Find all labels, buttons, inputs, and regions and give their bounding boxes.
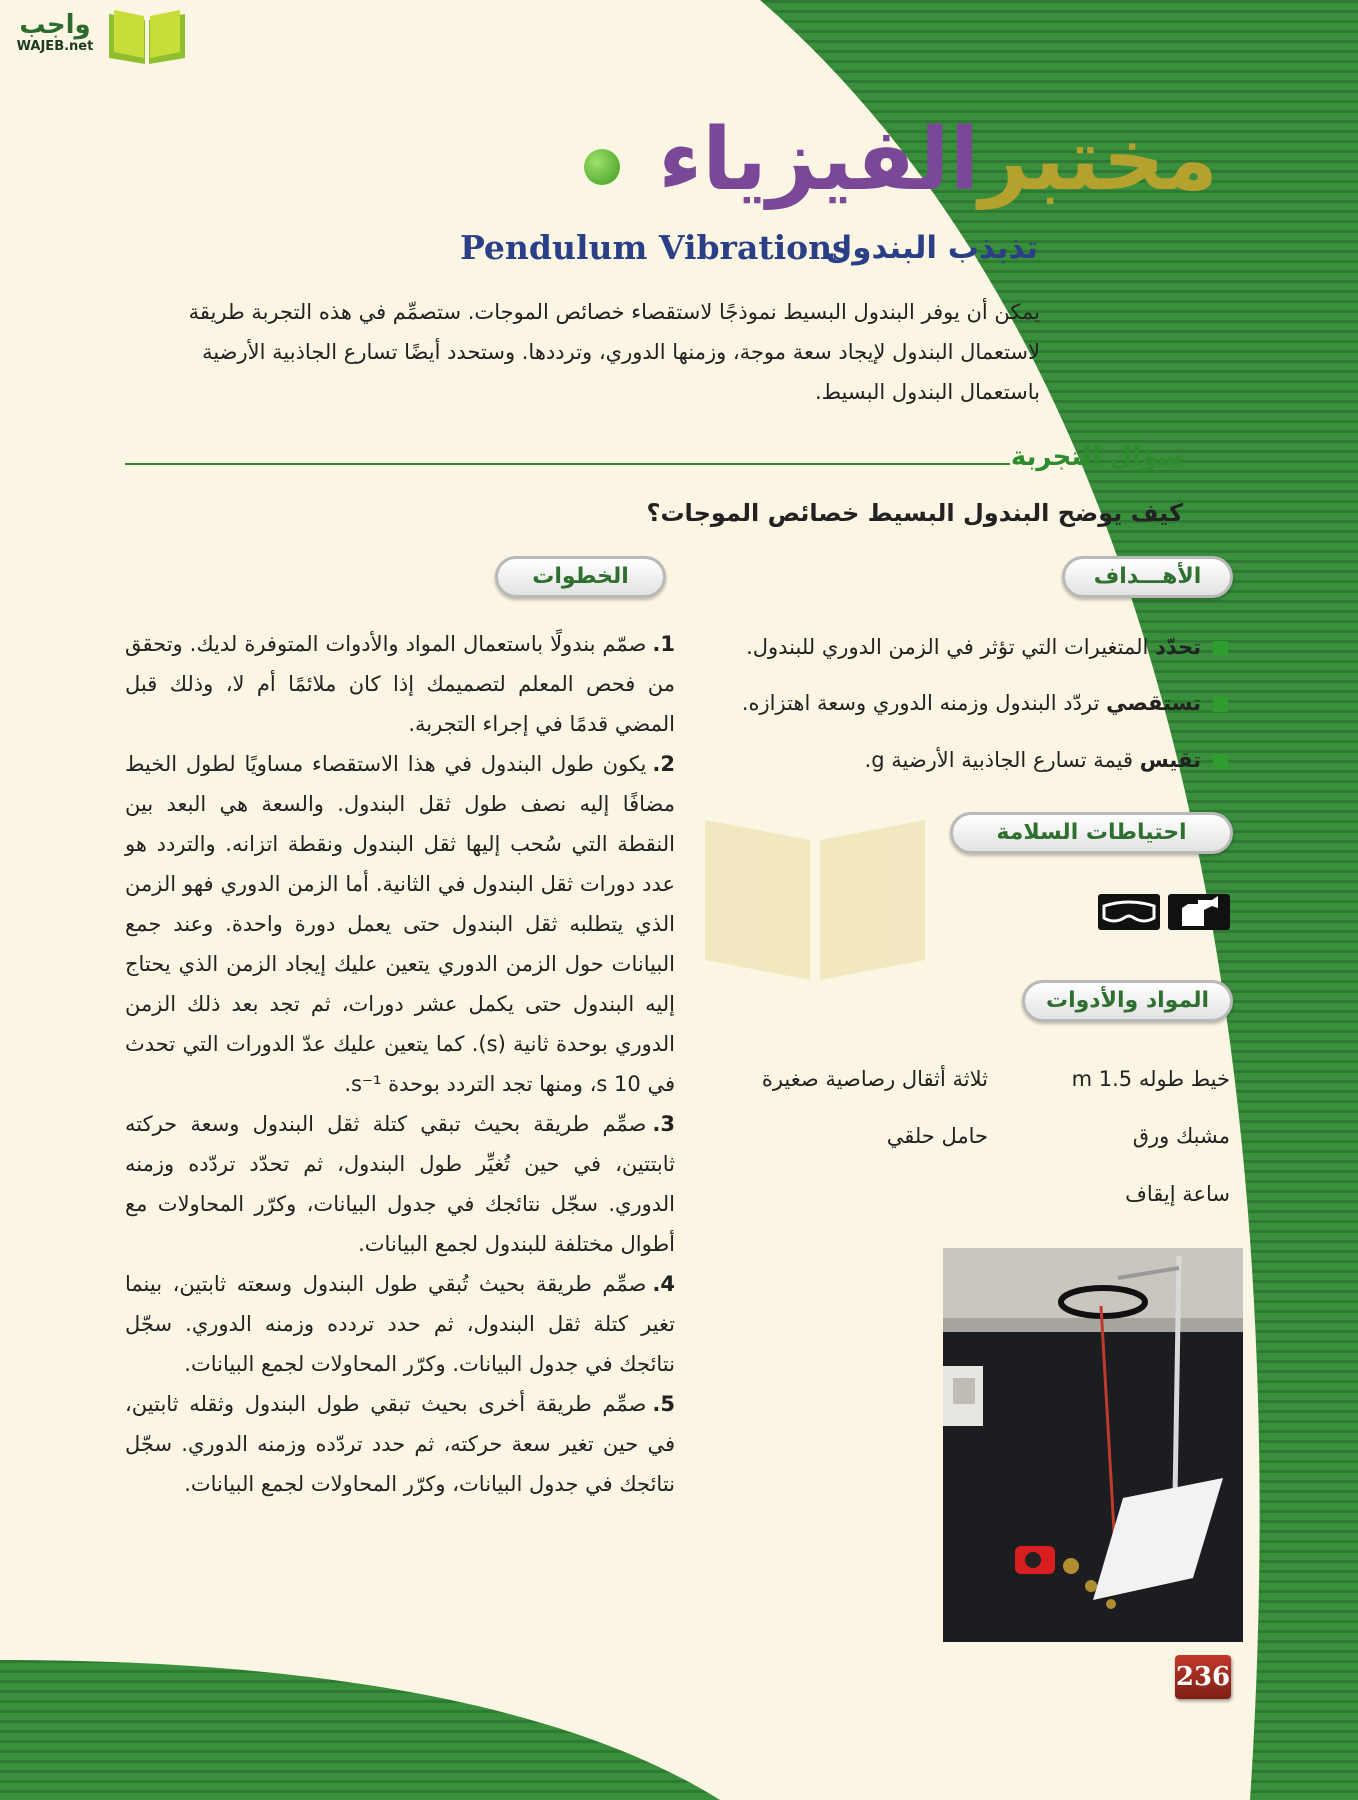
material-item: ساعة إيقاف xyxy=(1125,1182,1230,1206)
hand-safety-icon xyxy=(1168,894,1230,930)
material-item: مشبك ورق xyxy=(1132,1124,1230,1148)
materials-label: المواد والأدوات xyxy=(1022,980,1233,1022)
intro-paragraph: يمكن أن يوفر البندول البسيط نموذجًا لاستقصاء خصائص الموجات. ستصمِّم في هذه التجربة طريقة لاستعمال البندول لإيجاد سعة موجة، وزمنها الدوري، وترددها. وستحدد أيضًا تسارع الجاذبية الأرضية باستعمال البندول البسيط. xyxy=(188,300,1040,404)
title-bullet-dot xyxy=(584,149,620,185)
step-item: 4.صمِّم طريقة بحيث تُبقي طول البندول وسعته ثابتين، بينما تغير كتلة ثقل البندول، ثم حدد تردده وزمنه الدوري. سجّل نتائجك في جدول البيانات. وكرّر المحاولات لجمع البيانات. xyxy=(125,1272,675,1376)
page-number: 236 xyxy=(1175,1655,1231,1699)
step-item: 1.صمّم بندولًا باستعمال المواد والأدوات المتوفرة لديك. وتحقق من فحص المعلم لتصميمك إذا كان ملائمًا أم لا، وذلك قبل المضي قدمًا في إجراء التجربة. xyxy=(125,632,675,736)
pendulum-apparatus-photo xyxy=(943,1248,1243,1642)
green-square-bullet xyxy=(1213,754,1228,769)
material-item: حامل حلقي xyxy=(886,1124,988,1148)
goggles-icon xyxy=(1098,894,1160,930)
book-icon xyxy=(106,6,188,66)
wajeb-logo xyxy=(10,6,190,68)
steps-list xyxy=(125,624,675,1504)
experiment-title-english: Pendulum Vibrations xyxy=(460,228,851,267)
green-square-bullet xyxy=(1213,641,1228,656)
question-divider xyxy=(125,463,1010,465)
experiment-title-arabic: تذبذب البندول xyxy=(825,230,1038,266)
material-item: خيط طوله 1.5 m xyxy=(1071,1067,1230,1091)
goal-item: تستقصي تردّد البندول وزمنه الدوري وسعة اهتزازه. xyxy=(742,688,1228,718)
question-text: كيف يوضح البندول البسيط خصائص الموجات؟ xyxy=(646,499,1183,527)
step-item: 5.صمِّم طريقة أخرى بحيث تبقي طول البندول وثقله ثابتين، في حين تغير سعة حركته، ثم حدد تردّده وزمنه الدوري. سجّل نتائجك في جدول البيانات، وكرّر المحاولات لجمع البيانات. xyxy=(125,1392,675,1496)
title-part-physics: الفيزياء xyxy=(658,110,980,210)
page-title xyxy=(658,110,1218,210)
green-square-bullet xyxy=(1213,697,1228,712)
logo-text-english: WAJEB.net xyxy=(16,39,94,54)
material-item: ثلاثة أثقال رصاصية صغيرة xyxy=(761,1067,988,1091)
goal-item: تقيس قيمة تسارع الجاذبية الأرضية g. xyxy=(865,745,1228,775)
step-item: 3.صمِّم طريقة بحيث تبقي كتلة ثقل البندول وسعة حركته ثابتتين، في حين تُغيِّر طول البندول، ثم تحدّد تردّده وزمنه الدوري. سجّل نتائجك في جدول البيانات، وكرّر المحاولات مع أطوال مختلفة للبندول لجمع البيانات. xyxy=(125,1112,675,1256)
goals-label: الأهـــداف xyxy=(1062,556,1233,598)
question-heading: سؤال التجربة xyxy=(1010,442,1183,472)
logo-text-arabic: واجب xyxy=(19,10,91,40)
steps-label: الخطوات xyxy=(495,556,666,598)
safety-label: احتياطات السلامة xyxy=(950,812,1233,854)
goal-item: تحدّد المتغيرات التي تؤثر في الزمن الدوري للبندول. xyxy=(746,632,1228,662)
step-item: 2.يكون طول البندول في هذا الاستقصاء مساويًا لطول الخيط مضافًا إليه نصف طول ثقل البندول. والسعة هي البعد بين النقطة التي سُحب إليها ثقل البندول ونقطة اتزانه. والتردد هو عدد دورات ثقل البندول في الثانية. أما الزمن الدوري فهو الزمن الذي يتطلبه ثقل البندول حتى يعمل دورة واحدة. وعند جمع البيانات حول الزمن الدوري يتعين عليك إيجاد الزمن الذي يحتاج إليه البندول حتى يكمل عشر دورات، ثم تجد بعد ذلك الزمن الدوري بوحدة ثانية (s). كما يتعين عليك عدّ الدورات التي تحدث في 10 s، ومنها تجد التردد بوحدة s⁻¹. xyxy=(125,752,676,1096)
title-part-lab: مختبر xyxy=(979,110,1218,210)
